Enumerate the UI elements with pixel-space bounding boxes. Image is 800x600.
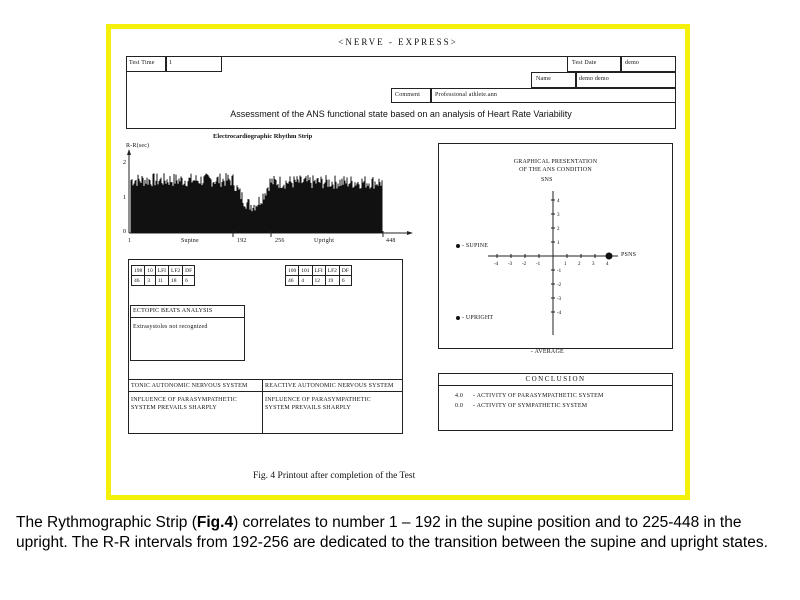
graph-y-tick-label: 4 [557, 199, 560, 204]
strip-x-label: heart beats [336, 229, 365, 235]
reactive-line2: SYSTEM PREVAILS SHARPLY [265, 405, 351, 411]
table-cell: 46 [286, 276, 299, 286]
table-cell: 19 [325, 276, 339, 286]
test-time-value-cell [166, 56, 222, 72]
description-text [16, 513, 786, 553]
tonic-line2: SYSTEM PREVAILS SHARPLY [131, 405, 217, 411]
name-label: Name [536, 76, 552, 82]
ectopic-divider [130, 317, 245, 318]
ectopic-text: Extrasystoles not recognized [133, 324, 208, 330]
strip-ytick-2: 2 [123, 160, 126, 166]
graph-y-tick-label: -1 [557, 269, 562, 274]
table-cell: 4 [299, 276, 312, 286]
graph-x-tick-label: 3 [592, 262, 595, 267]
strip-y-arrow [127, 149, 131, 155]
strip-ytick-1: 1 [123, 195, 126, 201]
graph-x-tick-label: 2 [578, 262, 581, 267]
strip-xtick-supine: Supine [181, 238, 199, 244]
conclusion-line2-value: 0.0 [455, 403, 464, 409]
table-cell: LF2 [325, 266, 339, 276]
rhythm-strip-chart [121, 147, 421, 247]
ans-title-divider [128, 391, 403, 392]
table-cell: 10 [145, 266, 156, 276]
table-cell: 198 [132, 266, 145, 276]
conclusion-title: CONCLUSION [525, 375, 586, 383]
table-cell: 46 [132, 276, 145, 286]
graph-ticks [494, 199, 609, 316]
supine-legend: - SUPINE [462, 243, 489, 249]
graph-x-tick-label: -4 [494, 262, 499, 267]
graph-x-tick-label: 1 [564, 262, 567, 267]
table-cell: 101 [299, 266, 312, 276]
strip-xtick-upright: Upright [314, 238, 335, 244]
tonic-title: TONIC AUTONOMIC NERVOUS SYSTEM [131, 383, 248, 389]
description-fig-ref: Fig.4 [196, 514, 234, 531]
tonic-line1: INFLUENCE OF PARASYMPATHETIC [131, 397, 237, 403]
description-prefix: The Rythmographic Strip ( [16, 514, 197, 531]
figure-caption: Fig. 4 Printout after completion of the Test [253, 471, 416, 481]
strip-x-arrow [407, 231, 413, 235]
table-cell: DF [339, 266, 351, 276]
graph-x-tick-label: 4 [606, 262, 609, 267]
reactive-line1: INFLUENCE OF PARASYMPATHETIC [265, 397, 371, 403]
test-time-label: Test Time [129, 60, 155, 66]
table-cell: 3 [145, 276, 156, 286]
table-cell: 6 [183, 276, 195, 286]
printout-frame [106, 24, 690, 500]
ans-mid-divider [262, 379, 263, 434]
conclusion-line2-text: - ACTIVITY OF SYMPATHETIC SYSTEM [473, 403, 588, 409]
graph-y-tick-label: -3 [557, 297, 562, 302]
ans-divider [128, 379, 403, 380]
strip-xtick-256: 256 [275, 238, 285, 244]
graph-x-tick-label: -1 [536, 262, 541, 267]
supine-legend-marker [456, 244, 460, 248]
strip-xtick-1: 1 [128, 238, 132, 244]
graph-sns-label: SNS [541, 177, 553, 183]
upright-legend-marker [456, 316, 460, 320]
graph-y-tick-label: 3 [557, 213, 560, 218]
strip-y-label: R-R(sec) [126, 143, 150, 149]
table-cell: 6 [339, 276, 351, 286]
assessment-text: Assessment of the ANS functional state based on an analysis of Heart Rate Variability [230, 109, 572, 119]
strip-title: Electrocardiographic Rhythm Strip [213, 133, 313, 140]
graph-x-tick-label: -2 [522, 262, 527, 267]
rhythm-strip-bars [131, 173, 382, 233]
graph-y-tick-label: 1 [557, 241, 560, 246]
table-cell: 12 [312, 276, 325, 286]
graph-x-tick-label: -3 [508, 262, 513, 267]
test-date-label: Test Date [572, 60, 597, 66]
graph-data-point [606, 253, 613, 260]
description-rest: ) correlates to number 1 – 192 in the supine position and to 225-448 in the upright. The R-R intervals from 192-256 are dedicated to the transition between the supine and upright states. [16, 514, 768, 551]
comment-value: Professional athlete.ann [435, 92, 498, 98]
graph-y-tick-label: -4 [557, 311, 562, 316]
name-value: demo demo [579, 76, 609, 82]
table-cell: DF [183, 266, 195, 276]
ectopic-title: ECTOPIC BEATS ANALYSIS [133, 308, 213, 314]
reactive-title: REACTIVE AUTONOMIC NERVOUS SYSTEM [265, 383, 394, 389]
table-cell: 100 [286, 266, 299, 276]
conclusion-line1-text: - ACTIVITY OF PARASYMPATHETIC SYSTEM [473, 393, 604, 399]
graph-y-tick-label: -2 [557, 283, 562, 288]
graph-title-2: OF THE ANS CONDITION [519, 167, 592, 173]
report-title: <NERVE - EXPRESS> [338, 37, 458, 47]
conclusion-line1-value: 4.0 [455, 393, 464, 399]
strip-xtick-448: 448 [386, 238, 396, 244]
strip-ytick-0: 0 [123, 229, 126, 235]
table-cell: LFI [312, 266, 325, 276]
graph-psns-label: PSNS [621, 252, 637, 258]
table-cell: 11 [155, 276, 168, 286]
graph-y-tick-label: 2 [557, 227, 560, 232]
graph-title-1: GRAPHICAL PRESENTATION [513, 159, 598, 165]
table-cell: 18 [169, 276, 183, 286]
table-cell: LF2 [169, 266, 183, 276]
test-time-value: 1 [169, 60, 173, 66]
average-legend: - AVERAGE [531, 349, 564, 355]
table-cell: LFI [155, 266, 168, 276]
strip-xtick-192: 192 [237, 238, 247, 244]
upright-legend: - UPRIGHT [462, 315, 494, 321]
test-date-value: demo [625, 60, 640, 66]
conclusion-divider [438, 385, 673, 386]
comment-label: Comment [395, 92, 421, 98]
